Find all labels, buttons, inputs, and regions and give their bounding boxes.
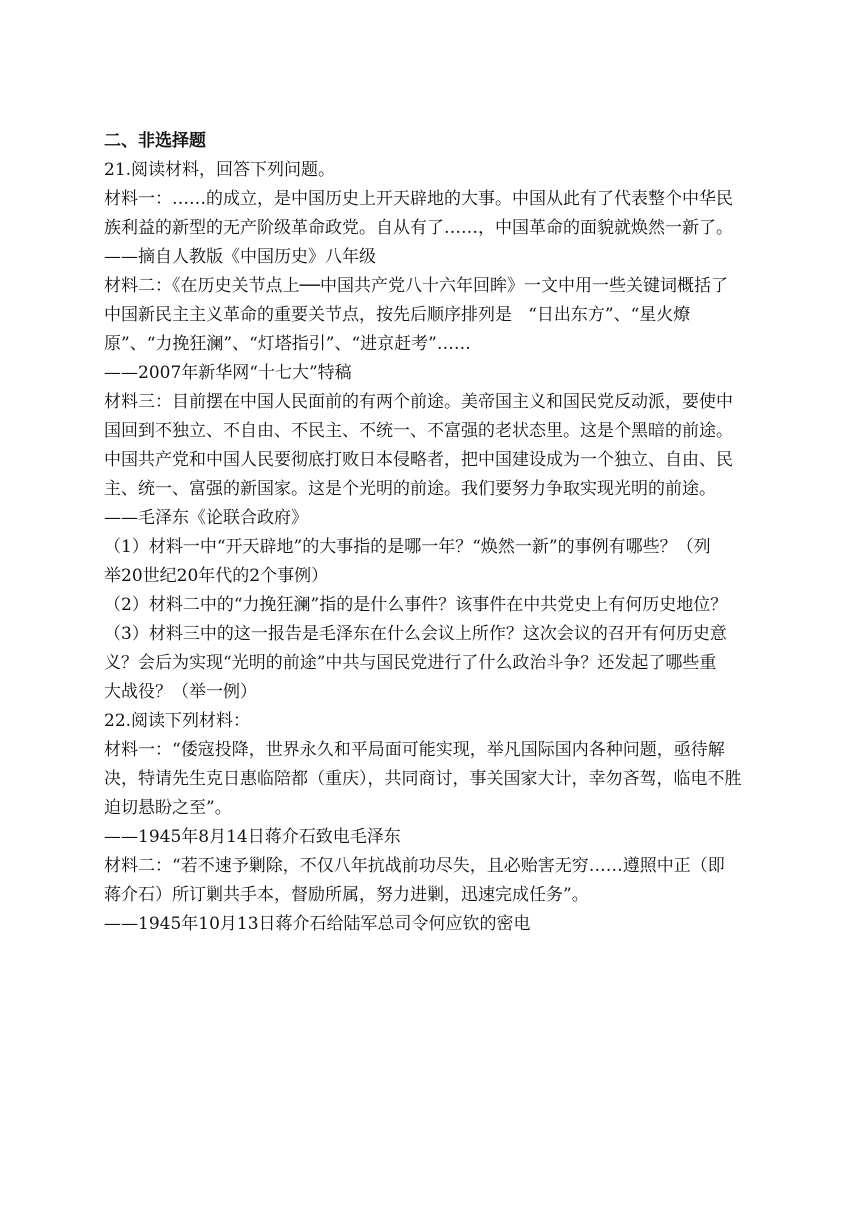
q22-material2-line: 材料二：“若不速予剿除，不仅八年抗战前功尽失，且必贻害无穷……遵照中正（即 (104, 856, 725, 876)
q21-material3-line: 中国共产党和中国人民要彻底打败日本侵略者，把中国建设成为一个独立、自由、民 (104, 450, 733, 470)
q22-stem: 22.阅读下列材料： (104, 711, 251, 731)
q21-material1-source: ——摘自人教版《中国历史》八年级 (104, 247, 376, 267)
q21-sub2-line: （2）材料二中的“力挽狂澜”指的是什么事件？该事件在中共党史上有何历史地位？ (104, 595, 728, 615)
q22-material2-line: 蒋介石）所订剿共手本，督励所属，努力进剿，迅速完成任务”。 (104, 885, 589, 905)
q21-material2-line: 中国新民主主义革命的重要关节点，按先后顺序排列是 “日出东方”、“星火燎 (104, 305, 691, 325)
document-page (104, 127, 762, 939)
q21-sub3-line: 义？会后为实现“光明的前途”中共与国民党进行了什么政治斗争？还发起了哪些重 (104, 653, 717, 673)
q22-material2-source: ——1945年10月13日蒋介石给陆军总司令何应钦的密电 (104, 914, 531, 934)
q21-sub3-line: 大战役？（举一例） (104, 682, 257, 702)
q21-material1-line: 族利益的新型的无产阶级革命政党。自从有了……，中国革命的面貌就焕然一新了。 (104, 218, 733, 238)
q22-material1-line: 决，特请先生克日惠临陪都（重庆），共同商讨，事关国家大计，幸勿吝驾，临电不胜 (104, 769, 742, 789)
q22-material1-source: ——1945年8月14日蒋介石致电毛泽东 (104, 827, 401, 847)
q21-stem: 21.阅读材料，回答下列问题。 (104, 160, 336, 180)
q21-material3-line: 国回到不独立、不自由、不民主、不统一、不富强的老状态里。这是个黑暗的前途。 (104, 421, 733, 441)
q21-sub3-line: （3）材料三中的这一报告是毛泽东在什么会议上所作？这次会议的召开有何历史意 (104, 624, 727, 644)
q21-material2-source: ——2007年新华网“十七大”特稿 (104, 363, 352, 383)
section-heading: 二、非选择题 (104, 131, 206, 151)
q21-material2-line: 原”、“力挽狂澜”、“灯塔指引”、“进京赶考”…… (104, 334, 471, 354)
q21-material3-source: ——毛泽东《论联合政府》 (104, 508, 308, 528)
q21-material2-line: 材料二：《在历史关节点上──中国共产党八十六年回眸》一文中用一些关键词概括了 (104, 276, 728, 296)
q22-material1-line: 迫切悬盼之至”。 (104, 798, 232, 818)
q21-material3-line: 主、统一、富强的新国家。这是个光明的前途。我们要努力争取实现光明的前途。 (104, 479, 716, 499)
q22-material1-line: 材料一：“倭寇投降，世界永久和平局面可能实现，举凡国际国内各种问题，亟待解 (104, 740, 725, 760)
q21-sub1-line: （1）材料一中“开天辟地”的大事指的是哪一年？“焕然一新”的事例有哪些？（列 (104, 537, 711, 557)
q21-sub1-line: 举20世纪20年代的2个事例） (104, 566, 329, 586)
q21-material1-line: 材料一：……的成立，是中国历史上开天辟地的大事。中国从此有了代表整个中华民 (104, 189, 733, 209)
q21-material3-line: 材料三：目前摆在中国人民面前的有两个前途。美帝国主义和国民党反动派，要使中 (104, 392, 733, 412)
